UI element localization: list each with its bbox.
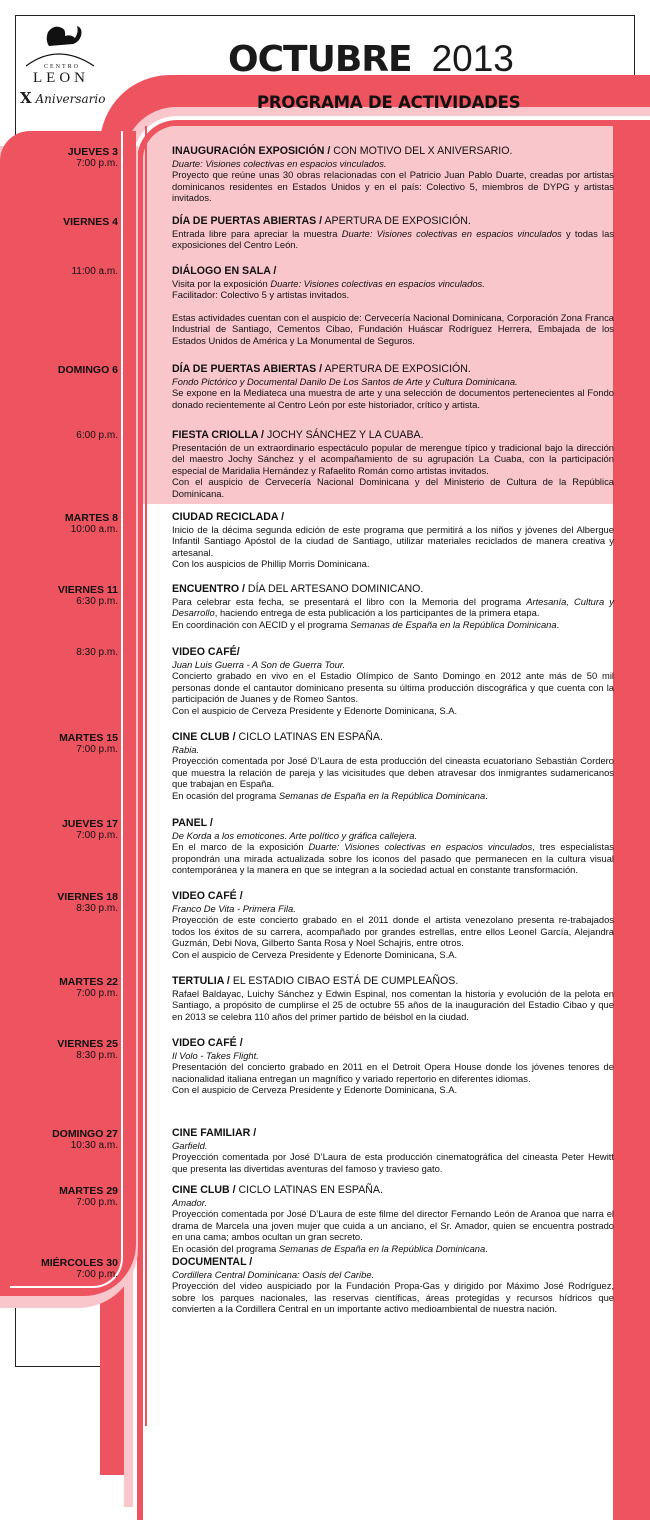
event-title <box>172 1038 614 1050</box>
event-title <box>172 146 614 158</box>
event-day: JUEVES 17 <box>61 818 118 830</box>
event-work-title: Garfield. <box>172 1139 208 1151</box>
event-description: Concierto grabado en vivo en el Estadio Olímpico de Santo Domingo en 2012 ante más de 50 mil personas donde el cantautor dominicano presenta su última producción discográfica y que cuenta con la participación de Juanes y de Romeo Santos. <box>172 670 614 704</box>
event-day: MARTES 15 <box>59 732 118 744</box>
event-description: Inicio de la décima segunda edición de este programa que permitirá a los niños y jóvenes del Albergue Infantil Santiago Apóstol de la ciudad de Santiago, utilizar materiales reciclados de manera creativa y artesanal. <box>172 523 614 558</box>
event-day: MIÉRCOLES 30 <box>40 1257 118 1269</box>
logo-leon: LEON <box>33 70 89 86</box>
event-body <box>172 732 614 801</box>
event-time: 7:00 p.m. <box>76 1269 118 1280</box>
title-year: 2013 <box>431 38 514 79</box>
sponsor-part: En ocasión del programa <box>172 789 279 801</box>
event-sponsor: Con los auspicios de Phillip Morris Dominicana. <box>172 558 370 569</box>
event-title-text: DIÁLOGO EN SALA / <box>172 265 277 277</box>
event-description: Se expone en la Mediateca una muestra de arte y una selección de documentos pertenecientes al Fondo donado recientemente al Centro León por este historiador, crítico y artista. <box>172 387 614 410</box>
event-date <box>20 1128 118 1152</box>
event-title <box>172 1257 614 1269</box>
event-body <box>172 818 614 876</box>
event-title-text: CINE FAMILIAR / <box>172 1127 257 1139</box>
event-date <box>20 430 118 442</box>
desc-italic: Duarte: Visiones colectivas en espacios vinculados <box>341 227 562 239</box>
lion-icon <box>20 20 100 68</box>
event-description: Rafael Baldayac, Luichy Sánchez y Edwin Espinal, nos comentan la historia y evolución de la pelota en Santiago, a propósito de cumplirse el 25 de octubre 55 años de la inauguración del Estadio Cibao y que en 2013 se celebra 110 años del primer partido de béisbol en la ciudad. <box>172 987 614 1022</box>
event-title-text: PANEL / <box>172 817 213 829</box>
event-subtitle: EL ESTADIO CIBAO ESTÁ DE CUMPLEAÑOS. <box>229 975 459 987</box>
event-date <box>20 364 118 376</box>
event-body <box>172 146 614 204</box>
event-sponsor <box>172 1243 614 1255</box>
event-description <box>172 228 614 251</box>
sponsor-part: . <box>556 618 560 630</box>
event-title <box>172 364 614 376</box>
event-sponsor: Facilitador: Colectivo 5 y artistas invitados. <box>172 289 350 300</box>
title-month: OCTUBRE <box>228 39 412 80</box>
event-body <box>172 891 614 960</box>
event-title <box>172 584 614 596</box>
event-time: 10:00 a.m. <box>70 524 118 535</box>
sponsor-part: En coordinación con AECID y el programa <box>172 618 351 630</box>
event-work-title: Cordillera Central Dominicana: Oasis del Caribe. <box>172 1268 375 1280</box>
event-date <box>20 732 118 756</box>
event-date <box>20 1185 118 1209</box>
event-day: MARTES 8 <box>64 512 118 524</box>
event-time: 6:00 p.m. <box>76 430 118 441</box>
event-day: DOMINGO 27 <box>52 1128 118 1140</box>
event-title-text: DÍA DE PUERTAS ABIERTAS / <box>172 215 323 227</box>
event-title <box>172 512 614 524</box>
event-body <box>172 216 614 251</box>
event-title <box>172 266 614 278</box>
content-divider <box>145 126 147 1426</box>
event-time: 8:30 p.m. <box>76 903 118 914</box>
event-title-text: VIDEO CAFÉ / <box>172 890 243 902</box>
event-title-text: VIDEO CAFÉ/ <box>172 646 240 658</box>
event-body <box>172 430 614 499</box>
event-sponsor: Con el auspicio de Cervecería Nacional Dominicana y del Ministerio de Cultura de la República Dominicana. <box>172 476 614 499</box>
desc-part: Entrada libre para apreciar la muestra <box>172 227 342 239</box>
sponsor-part: . <box>485 1242 488 1254</box>
page-title <box>228 40 514 78</box>
event-body <box>172 1185 614 1254</box>
event-sponsors-note: Estas actividades cuentan con el auspicio de: Cervecería Nacional Dominicana, Corporación Zona Franca Industrial de Santiago, Cementos Cibao, Fundación Huáscar Rodríguez Herrera, Embajada de los Estados Unidos de América y La Monumental de Seguros. <box>172 311 614 346</box>
event-body <box>172 512 614 570</box>
event-work-title: Amador. <box>172 1196 208 1208</box>
event-date <box>20 647 118 659</box>
event-title <box>172 1185 614 1197</box>
event-day: VIERNES 11 <box>57 584 118 596</box>
event-title <box>172 1128 614 1140</box>
event-title <box>172 430 614 442</box>
event-title-text: CINE CLUB / <box>172 731 236 743</box>
event-time: 10:30 a.m. <box>70 1140 118 1151</box>
event-work-title: Il Volo - Takes Flight. <box>172 1049 259 1061</box>
event-date <box>20 976 118 1000</box>
event-time: 6:30 p.m. <box>76 596 118 607</box>
event-title-text: DOCUMENTAL / <box>172 1256 253 1268</box>
event-time: 11:00 a.m. <box>71 266 118 277</box>
event-description <box>172 596 614 619</box>
desc-italic: Artesanía, Cultura y Desarrollo <box>172 595 614 618</box>
event-subtitle: APERTURA DE EXPOSICIÓN. <box>322 215 471 227</box>
event-sponsor <box>172 619 614 631</box>
event-date <box>20 818 118 842</box>
event-body <box>172 364 614 410</box>
desc-part: y todas las exposiciones del Centro León. <box>172 227 615 250</box>
logo-centro: CENTRO <box>44 64 80 70</box>
event-title-text: FIESTA CRIOLLA / <box>172 429 265 441</box>
event-day: MARTES 29 <box>59 1185 118 1197</box>
event-sponsor: Con el auspicio de Cerveza Presidente y Edenorte Dominicana, S.A. <box>172 704 458 716</box>
event-time: 7:00 p.m. <box>76 158 118 169</box>
desc-italic: Duarte: Visiones colectivas en espacios vinculados. <box>270 277 485 289</box>
event-description <box>172 278 614 290</box>
desc-part: , tres especialistas propondrán una mirada actualizada sobre los iconos del pasado que permanecen en la cultura visual contemporánea y la manera en que se integran a la sociedad actual en constante transformación. <box>172 841 614 875</box>
event-title-text: CIUDAD RECICLADA / <box>172 511 285 523</box>
event-description: Proyección comentada por José D’Laura de este filme del director Fernando León de Aranoa que narra el drama de Marcela una joven mujer que cuida a un anciano, el Sr. Amador, quien se encuentra postrado en una cama; ambos ocultan un gran secreto. <box>172 1208 614 1242</box>
event-date <box>20 1257 118 1281</box>
event-title-text: VIDEO CAFÉ / <box>172 1037 243 1049</box>
event-description: Proyecto que reúne unas 30 obras relacionadas con el Patricio Juan Pablo Duarte, creadas por artistas dominicanos residentes en Estados Unidos y en el país: Colectivo 5, miembros de DYPG y artistas invitados. <box>172 169 614 203</box>
event-body <box>172 1257 614 1315</box>
event-description: Proyección de este concierto grabado en el 2011 donde el artista venezolano presenta re-trabajados todos los éxitos de su carrera, acompañado por grandes estrellas, entre ellos Leonel García, Alejandra Guzmán, Debi Nova, Gilberto Santa Rosa y Noel Schajris, entre otros. <box>172 914 614 948</box>
event-body <box>172 266 614 346</box>
event-date <box>20 266 118 278</box>
desc-part: Para celebrar esta fecha, se presentará el libro con la Memoria del programa <box>172 595 527 607</box>
desc-part: Visita por la exposición <box>172 277 271 289</box>
event-title <box>172 216 614 228</box>
event-date <box>20 216 118 228</box>
event-title-text: DÍA DE PUERTAS ABIERTAS / <box>172 363 323 375</box>
sponsor-italic: Semanas de España en la República Dominicana <box>350 618 557 630</box>
event-description: Proyección comentada por José D’Laura de esta producción cinematográfica del cineasta Peter Hewitt que presenta las divertidas aventuras del famoso y travieso gato. <box>172 1151 614 1174</box>
event-sponsor: Con el auspicio de Cerveza Presidente y Edenorte Dominicana, S.A. <box>172 948 458 960</box>
event-date <box>20 146 118 170</box>
sponsor-part: En ocasión del programa <box>172 1242 279 1254</box>
event-day: VIERNES 18 <box>57 891 118 903</box>
event-day: DOMINGO 6 <box>57 364 118 376</box>
desc-part: , haciendo entrega de esta publicación a los participantes de la primera etapa. <box>214 607 540 618</box>
event-description <box>172 841 614 876</box>
event-title <box>172 818 614 830</box>
date-column-line <box>10 131 123 1288</box>
event-sponsor <box>172 790 614 802</box>
event-time: 8:30 p.m. <box>76 1050 118 1061</box>
event-body <box>172 1128 614 1174</box>
event-subtitle: APERTURA DE EXPOSICIÓN. <box>322 363 471 375</box>
event-day: JUEVES 3 <box>67 146 118 158</box>
event-title <box>172 732 614 744</box>
logo-x: X <box>20 89 32 107</box>
event-title-text: INAUGURACIÓN EXPOSICIÓN / <box>172 145 331 157</box>
event-subtitle: DÍA DEL ARTESANO DOMINICANO. <box>244 583 424 595</box>
event-subtitle: CICLO LATINAS EN ESPAÑA. <box>235 731 383 743</box>
logo-aniversario <box>20 89 110 107</box>
event-body <box>172 584 614 630</box>
event-date <box>20 512 118 536</box>
event-work-title: Franco De Vita - Primera Fila. <box>172 902 296 914</box>
event-subtitle: JOCHY SÁNCHEZ Y LA CUABA. <box>264 429 424 441</box>
event-work-title: Juan Luis Guerra - A Son de Guerra Tour. <box>172 658 346 670</box>
event-work-title: Fondo Pictórico y Documental Danilo De Los Santos de Arte y Cultura Dominicana. <box>172 375 518 387</box>
event-description: Presentación del concierto grabado en 2011 en el Detroit Opera House donde los jóvenes tenores de nacionalidad italiana entregan un magnífico y variado repertorio en diferentes idiomas. <box>172 1061 614 1084</box>
event-body <box>172 647 614 716</box>
event-description: Proyección del video auspiciado por la Fundación Propa-Gas y dirigido por Máximo José Rodríguez, sobre los parques nacionales, las reservas científicas, áreas protegidas y recursos hídricos que convierten a la Cordillera Central en un importante activo medioambiental de nuestra nación. <box>172 1280 614 1314</box>
event-title-text: TERTULIA / <box>172 975 230 987</box>
event-day: MARTES 22 <box>59 976 118 988</box>
desc-italic: Duarte: Visiones colectivas en espacios vinculados <box>308 841 533 852</box>
event-title <box>172 891 614 903</box>
desc-part: En el marco de la exposición <box>172 841 309 852</box>
event-subtitle: CICLO LATINAS EN ESPAÑA. <box>235 1184 383 1196</box>
event-time: 7:00 p.m. <box>76 744 118 755</box>
event-work-title: Rabia. <box>172 743 200 755</box>
centro-leon-logo <box>20 20 106 115</box>
event-title <box>172 976 614 988</box>
event-day: VIERNES 4 <box>63 216 118 228</box>
event-time: 7:00 p.m. <box>76 1197 118 1208</box>
event-date <box>20 1038 118 1062</box>
event-work-title: Duarte: Visiones colectivas en espacios vinculados. <box>172 157 387 169</box>
event-title <box>172 647 614 659</box>
event-description: Presentación de un extraordinario espectáculo popular de merengue típico y tradicional bajo la dirección del maestro Jochy Sánchez y el acompañamiento de su agrupación La Cuaba, con la participación especial de Maridalia Hernández y Rafaelito Román como artistas invitados. <box>172 441 614 476</box>
sponsor-part: . <box>485 789 488 801</box>
event-body <box>172 1038 614 1096</box>
sponsor-italic: Semanas de España en la República Dominicana <box>278 1242 486 1254</box>
event-title-text: CINE CLUB / <box>172 1184 236 1196</box>
event-title-text: ENCUENTRO / <box>172 583 245 595</box>
event-work-title: De Korda a los emoticones. Arte político y gráfica callejera. <box>172 829 418 841</box>
event-description: Proyección comentada por José D’Laura de esta producción del cineasta ecuatoriano Sebastián Cordero que muestra la relación de pareja y las vicisitudes que deben atravesar dos inmigrantes sudamericanos que trabajan en España. <box>172 755 614 789</box>
event-subtitle: CON MOTIVO DEL X ANIVERSARIO. <box>330 145 513 157</box>
event-date <box>20 584 118 608</box>
event-sponsor: Con el auspicio de Cerveza Presidente y Edenorte Dominicana, S.A. <box>172 1084 458 1095</box>
logo-aniversario-word: Aniversario <box>35 92 106 106</box>
event-time: 7:00 p.m. <box>76 988 118 999</box>
event-body <box>172 976 614 1022</box>
event-time: 7:00 p.m. <box>76 830 118 841</box>
page-subtitle: PROGRAMA DE ACTIVIDADES <box>257 93 521 112</box>
event-date <box>20 891 118 915</box>
sponsor-italic: Semanas de España en la República Dominicana <box>278 789 486 801</box>
event-day: VIERNES 25 <box>57 1038 118 1050</box>
event-time: 8:30 p.m. <box>76 647 118 658</box>
